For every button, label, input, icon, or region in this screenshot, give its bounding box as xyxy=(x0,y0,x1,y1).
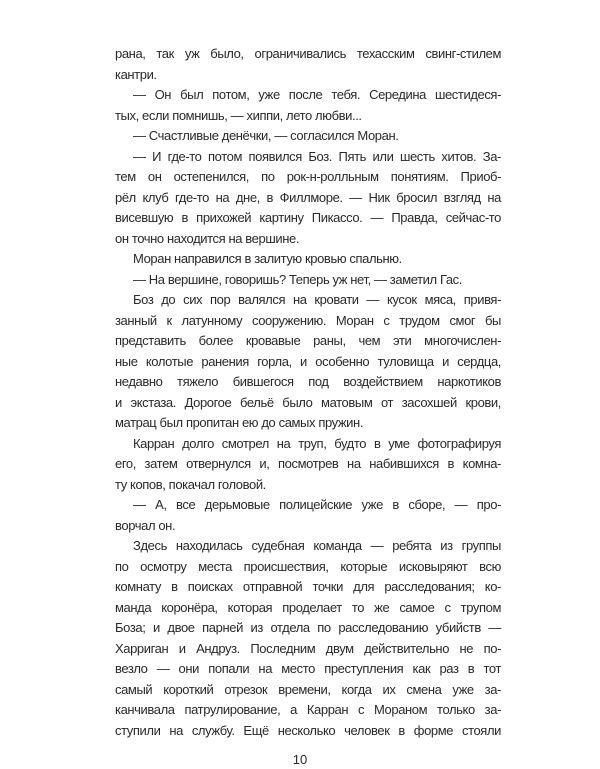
text-line: матрац был пропитан ею до самых пружин. xyxy=(115,415,364,430)
text-line: канчивала патрулирование, а Карран с Мораном только за- xyxy=(115,702,501,717)
text-line: Боза; и двое парней из отдела по расследованию убийств — xyxy=(115,620,501,635)
text-line: — Счастливые денёчки, — согласился Моран. xyxy=(133,128,399,143)
paragraph xyxy=(115,434,501,496)
text-line: везло — они попали на место преступления как раз в тот xyxy=(115,661,501,676)
text-line: рана, так уж было, ограничивались техасским свинг-стилем xyxy=(115,46,501,61)
text-line: — А, все дерьмовые полицейские уже в сборе, — про- xyxy=(133,497,501,512)
text-line: кантри. xyxy=(115,66,157,82)
text-line: ные колотые ранения горла, и особенно туловища и сердца, xyxy=(115,353,501,369)
paragraph xyxy=(115,290,501,434)
page-number: 10 xyxy=(292,752,308,767)
text-line: Карран долго смотрел на труп, будто в уме фотографируя xyxy=(133,435,501,451)
paragraph xyxy=(115,85,501,126)
text-line: представить более кровавые раны, чем эти многочислен- xyxy=(115,333,501,348)
text-line: самый короткий отрезок времени, когда их смена уже за- xyxy=(115,681,501,697)
paragraph xyxy=(115,249,501,270)
text-line: Харриган и Андруз. Последним двум действительно не по- xyxy=(115,640,501,656)
text-line: и экстаза. Дорогое бельё было матовым от засохшей крови, xyxy=(115,394,501,410)
text-line: ступили на службу. Ещё несколько человек в форме стояли xyxy=(115,722,501,738)
text-line: по осмотру места происшествия, которые исковыряют всю xyxy=(115,558,501,574)
text-line: Моран направился в залитую кровью спальню. xyxy=(133,251,402,266)
text-line: он точно находится на вершине. xyxy=(115,230,300,246)
paragraph xyxy=(115,536,501,741)
text-line: — И где-то потом появился Боз. Пять или шесть хитов. За- xyxy=(133,148,501,164)
text-line: комнату в поисках отправной точки для расследования; ко- xyxy=(115,579,501,594)
text-line: висевшую в прихожей картину Пикассо. — Правда, сейчас-то xyxy=(115,210,501,225)
paragraph xyxy=(115,495,501,536)
text-line: тых, если помнишь, — хиппи, лето любви... xyxy=(115,107,362,123)
text-line: недавно тяжело бившегося под воздействием наркотиков xyxy=(115,374,501,389)
text-line: манда коронёра, которая проделает то же самое с трупом xyxy=(115,599,501,615)
text-line: ту копов, покачал головой. xyxy=(115,476,266,492)
paragraph xyxy=(115,270,501,291)
text-line: — Он был потом, уже после тебя. Середина шестидеся- xyxy=(133,87,501,102)
text-line: занный к латунному сооружению. Моран с трудом смог бы xyxy=(115,312,501,328)
text-line: тем он остепенился, по рок-н-ролльным понятиям. Приоб- xyxy=(115,169,501,184)
text-line: Здесь находилась судебная команда — ребята из группы xyxy=(133,538,501,553)
text-line: Боз до сих пор валялся на кровати — кусок мяса, привя- xyxy=(133,292,501,307)
paragraph xyxy=(115,126,501,147)
text-line: рёл клуб где-то на дне, в Филлморе. — Ник бросил взгляд на xyxy=(115,189,501,205)
paragraph xyxy=(115,44,501,85)
page-body-text xyxy=(115,44,501,741)
text-line: ворчал он. xyxy=(115,517,176,533)
text-line: его, затем отвернулся и, посмотрев на набившихся в комна- xyxy=(115,456,501,471)
paragraph xyxy=(115,147,501,250)
text-line: — На вершине, говоришь? Теперь уж нет, — заметил Гас. xyxy=(133,271,462,287)
